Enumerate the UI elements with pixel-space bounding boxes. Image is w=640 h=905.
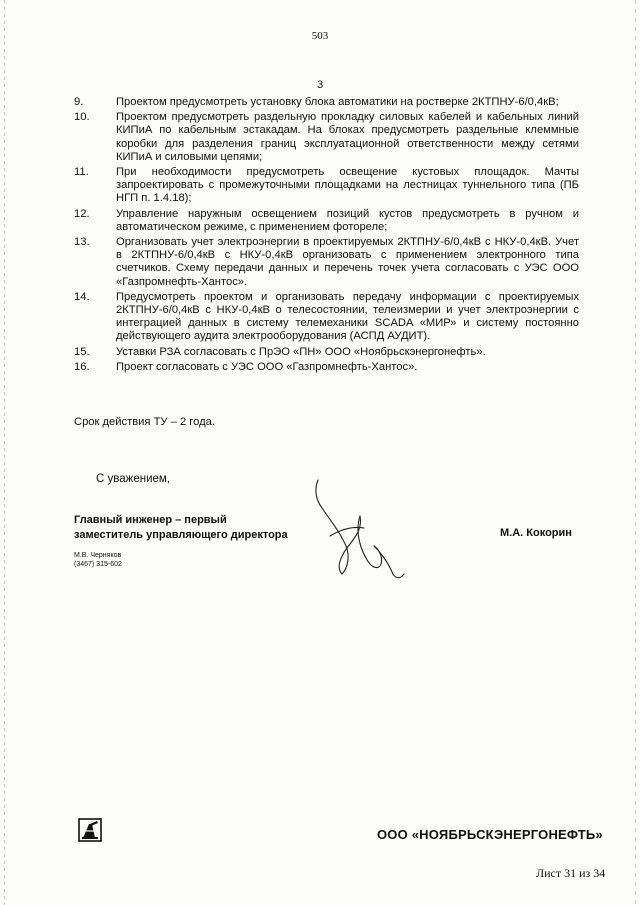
item-text: Предусмотреть проектом и организовать передачу информации с проектируемых 2КТПНУ-6/0,4кВ с НКУ-0,4кВ о телесостоянии, телеизмерии и учет электроэнергии с интеграцией данных в систему телемеханики SCADA «МИР» и систему постоянно действующего аудита электрооборудования (АСПД АУДИТ). xyxy=(116,290,579,343)
contact-phone: (3467) 315-602 xyxy=(74,561,122,568)
list-item xyxy=(74,361,579,374)
item-text: Проектом предусмотреть установку блока автоматики на ростверке 2КТПНУ-6/0,4кВ; xyxy=(116,96,559,108)
oil-derrick-logo-icon xyxy=(78,818,102,842)
list-item xyxy=(74,96,579,109)
list-item xyxy=(74,208,579,234)
item-number: 11. xyxy=(74,166,89,179)
item-number: 15. xyxy=(74,345,90,358)
item-text: Проектом предусмотреть раздельную прокладку силовых кабелей и кабельных линий КИПиА по кабельным эстакадам. На блоках предусмотреть раздельные клеммные коробки для разделения границ эксплуатационной ответственности между сетями КИПиА и силовыми цепями; xyxy=(116,111,579,163)
inner-page-number: 3 xyxy=(316,79,324,91)
item-text: Организовать учет электроэнергии в проектируемых 2КТПНУ-6/0,4кВ с НКУ-0,4кВ. Учет в 2КТПНУ-6/0,4кВ с НКУ-0,4кВ организовать с применением электронного типа счетчиков. Схему передачи данных и перечень точек учета согласовать с УЭС ООО «Газпромнефть-Хантос». xyxy=(116,236,579,288)
signature-image xyxy=(300,476,410,588)
item-text: Проект согласовать с УЭС ООО «Газпромнефть-Хантос». xyxy=(116,360,418,373)
signatory-position-line1: Главный инженер – первый xyxy=(74,514,227,526)
signatory-name: М.А. Кокорин xyxy=(500,527,572,539)
item-number: 10. xyxy=(74,111,90,124)
item-number: 16. xyxy=(74,360,90,373)
contact-info xyxy=(74,551,122,569)
list-item xyxy=(74,111,579,164)
item-number: 13. xyxy=(74,236,90,249)
contact-name: М.В. Черняков xyxy=(74,552,122,559)
requirements-list xyxy=(74,96,579,376)
list-item xyxy=(74,346,579,359)
item-number: 12. xyxy=(74,207,90,220)
list-item xyxy=(74,291,579,344)
company-name: ООО «НОЯБРЬСКЭНЕРГОНЕФТЬ» xyxy=(377,827,603,842)
item-text: Управление наружным освещением позиций кустов предусмотреть в ручном и автоматическом режиме, с применением фотореле; xyxy=(116,207,579,233)
item-number: 14. xyxy=(74,290,90,303)
list-item xyxy=(74,166,579,206)
validity-statement: Срок действия ТУ – 2 года. xyxy=(74,416,215,428)
signatory-position-line2: заместитель управляющего директора xyxy=(74,529,288,541)
list-item xyxy=(74,236,579,289)
footer-sheet-counter: Лист 31 из 34 xyxy=(536,866,606,880)
sheet-number: 503 xyxy=(311,30,329,42)
item-text: Уставки РЗА согласовать с ПрЭО «ПН» ООО «Ноябрьскэнергонефть». xyxy=(116,345,486,358)
signatory-position xyxy=(74,513,334,543)
greeting: С уважением, xyxy=(96,473,170,485)
item-number: 9. xyxy=(74,96,84,108)
item-text: При необходимости предусмотреть освещение кустовых площадок. Мачты запроектировать с промежуточными площадками на лестницах туннельного типа (ПБ НГП п. 1.4.18); xyxy=(116,166,579,205)
